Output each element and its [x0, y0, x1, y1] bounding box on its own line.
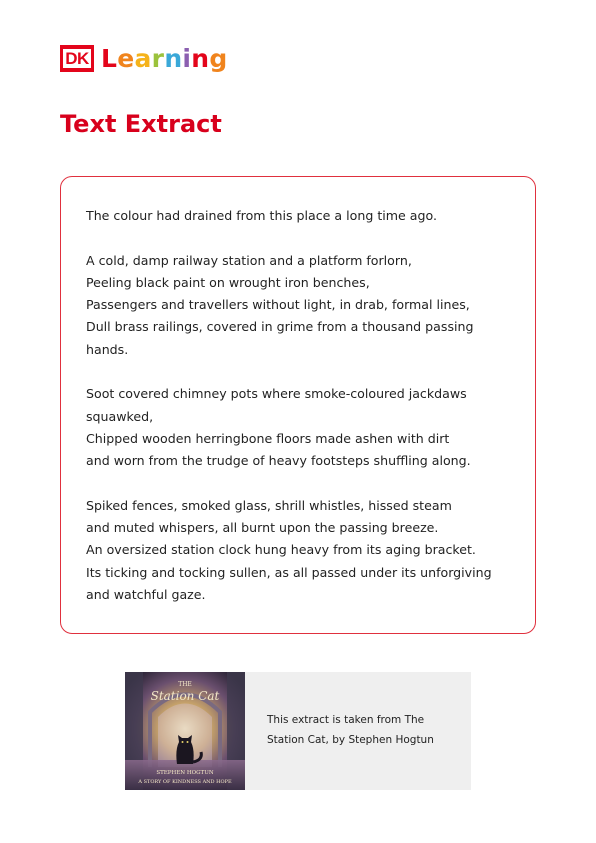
learning-wordmark — [101, 44, 228, 73]
cover-title-small: THE — [178, 681, 192, 688]
poem-line: A cold, damp railway station and a platform forlorn, — [86, 252, 412, 268]
cover-subtitle: A STORY OF KINDNESS AND HOPE — [138, 779, 232, 785]
dk-logo-text: DK — [65, 48, 89, 68]
poem-line: Soot covered chimney pots where smoke-coloured jackdaws — [86, 386, 467, 402]
poem-line: and worn from the trudge of heavy footsteps shuffling along. — [86, 453, 471, 469]
poem-line: and muted whispers, all burnt upon the passing breeze. — [86, 520, 439, 536]
poem-line: Its ticking and tocking sullen, as all passed under its unforgiving — [86, 564, 492, 580]
learning-letter: r — [151, 43, 165, 73]
dk-learning-logo — [60, 44, 228, 72]
poem-line: Spiked fences, smoked glass, shrill whistles, hissed steam — [86, 497, 452, 513]
poem-line: An oversized station clock hung heavy from its aging bracket. — [86, 542, 476, 558]
stanza-break — [86, 473, 526, 495]
learning-letter: g — [209, 43, 228, 73]
poem-line: Passengers and travellers without light, in drab, formal lines, — [86, 297, 470, 313]
learning-letter: i — [182, 43, 192, 73]
learning-letter: n — [191, 43, 210, 73]
source-panel — [125, 672, 471, 790]
poem-line: hands. — [86, 341, 129, 357]
poem-line: The colour had drained from this place a long time ago. — [86, 208, 437, 223]
learning-letter: e — [117, 43, 135, 73]
stanza-break — [86, 227, 526, 249]
poem-line: and watchful gaze. — [86, 587, 206, 603]
cover-title: Station Cat — [150, 689, 220, 703]
text-extract-box — [60, 176, 536, 634]
dk-logo-mark — [60, 45, 94, 72]
poem-line: Dull brass railings, covered in grime from a thousand passing — [86, 319, 474, 335]
book-cover-image — [125, 672, 245, 790]
source-caption: This extract is taken from The Station Cat, by Stephen Hogtun — [267, 714, 434, 746]
poem-line: Chipped wooden herringbone floors made ashen with dirt — [86, 430, 450, 446]
learning-letter: L — [101, 43, 118, 73]
stanza-break — [86, 361, 526, 383]
learning-letter: a — [134, 43, 152, 73]
poem-line: squawked, — [86, 408, 154, 424]
poem-text — [86, 205, 526, 606]
page-title: Text Extract — [60, 110, 222, 138]
poem-line: Peeling black paint on wrought iron benches, — [86, 274, 370, 290]
cover-author: STEPHEN HOGTUN — [156, 770, 214, 776]
learning-letter: n — [164, 43, 183, 73]
